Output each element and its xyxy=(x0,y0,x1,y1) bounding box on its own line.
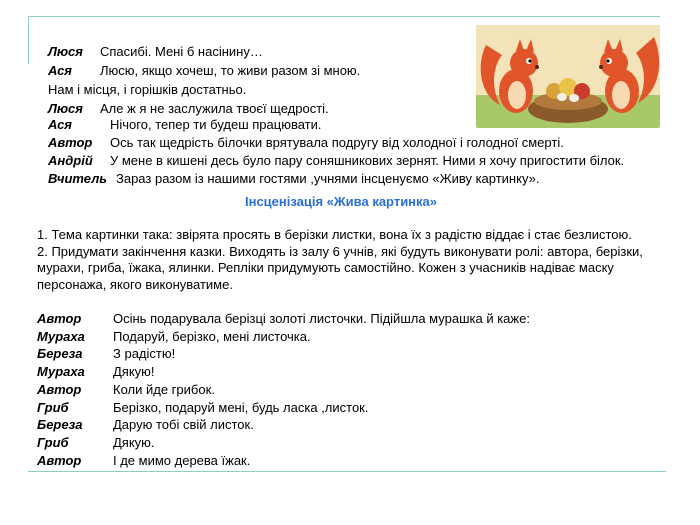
speaker-name: Люся xyxy=(48,101,83,116)
dialog-line xyxy=(48,116,688,134)
speaker-name: Береза xyxy=(37,417,83,433)
dialog-text: Але ж я не заслужила твоєї щедрості. xyxy=(100,101,329,116)
dialog-line xyxy=(48,170,688,188)
section-title xyxy=(0,194,700,209)
task-description xyxy=(37,227,657,293)
top-rule xyxy=(28,16,660,17)
dialog-text: Ось так щедрість білочки врятувала подругу від холодної і голодної смерті. xyxy=(110,135,564,150)
squirrels-illustration xyxy=(476,25,660,128)
dialog-text: Зараз разом із нашими гостями ,учнями інсценуємо «Живу картинку». xyxy=(116,171,540,186)
top-dialog xyxy=(48,42,468,118)
speaker-name: Мураха xyxy=(37,328,85,344)
two-squirrels-with-fruit-basket-icon xyxy=(476,25,660,128)
script-text: Коли йде грибок. xyxy=(113,381,215,397)
speaker-name: Вчитель xyxy=(48,171,107,186)
script-line xyxy=(37,310,657,328)
dialog-line xyxy=(48,134,688,152)
left-rule xyxy=(28,16,29,64)
script-text: Подаруй, берізко, мені листочка. xyxy=(113,328,311,344)
speaker-name: Люся xyxy=(48,44,83,59)
section-title-text: Інсценізація «Жива картинка» xyxy=(244,194,438,209)
speaker-name: Ася xyxy=(48,63,72,78)
script-text: І де мимо дерева їжак. xyxy=(113,452,251,468)
script-line xyxy=(37,328,657,346)
dialog-line xyxy=(48,61,468,80)
dialog-text: У мене в кишені десь було пару соняшникових зернят. Ними я хочу пригостити білок. xyxy=(110,153,625,168)
speaker-name: Автор xyxy=(37,452,82,468)
script-text: Дякую! xyxy=(113,364,155,380)
bottom-rule xyxy=(28,471,666,472)
dialog-text: Люсю, якщо хочеш, то живи разом зі мною. xyxy=(100,63,361,78)
script-text: З радістю! xyxy=(113,346,176,362)
script-line xyxy=(37,399,657,417)
mid-dialog xyxy=(48,116,688,188)
play-script xyxy=(37,310,657,469)
dialog-text: Нам і місця, і горішків достатньо. xyxy=(48,82,247,97)
script-line xyxy=(37,452,657,470)
paragraph: 1. Тема картинки така: звірята просять в берізки листки, вона їх з радістю віддає і стає безлистою. xyxy=(37,227,632,242)
speaker-name: Гриб xyxy=(37,399,69,415)
script-line xyxy=(37,434,657,452)
speaker-name: Береза xyxy=(37,346,83,362)
speaker-name: Мураха xyxy=(37,364,85,380)
script-line xyxy=(37,416,657,434)
script-text: Берізко, подаруй мені, будь ласка ,листок. xyxy=(113,399,369,415)
dialog-text: Спасибі. Мені б насінину… xyxy=(100,44,263,59)
speaker-name: Ася xyxy=(48,117,72,132)
script-line xyxy=(37,345,657,363)
dialog-line xyxy=(48,42,468,61)
paragraph: 2. Придумати закінчення казки. Виходять із залу 6 учнів, які будуть виконувати ролі: автора, берізки, мурахи, гриба, їжака, ялинки. Репліки придумують самостійно. Кожен з учасників надіває маску персонажа, якого виконуватиме. xyxy=(37,243,643,292)
dialog-line xyxy=(48,152,688,170)
script-line xyxy=(37,381,657,399)
speaker-name: Автор xyxy=(48,135,93,150)
speaker-name: Гриб xyxy=(37,434,69,450)
dialog-text: Нічого, тепер ти будеш працювати. xyxy=(110,117,322,132)
script-line xyxy=(37,363,657,381)
script-text: Дарую тобі свій листок. xyxy=(113,417,254,433)
script-text: Осінь подарувала берізці золоті листочки. Підійшла мурашка й каже: xyxy=(113,311,530,326)
speaker-name: Андрій xyxy=(48,153,93,168)
speaker-name: Автор xyxy=(37,381,82,397)
script-text: Дякую. xyxy=(113,434,155,450)
speaker-name: Автор xyxy=(37,311,82,326)
dialog-line xyxy=(48,80,468,99)
